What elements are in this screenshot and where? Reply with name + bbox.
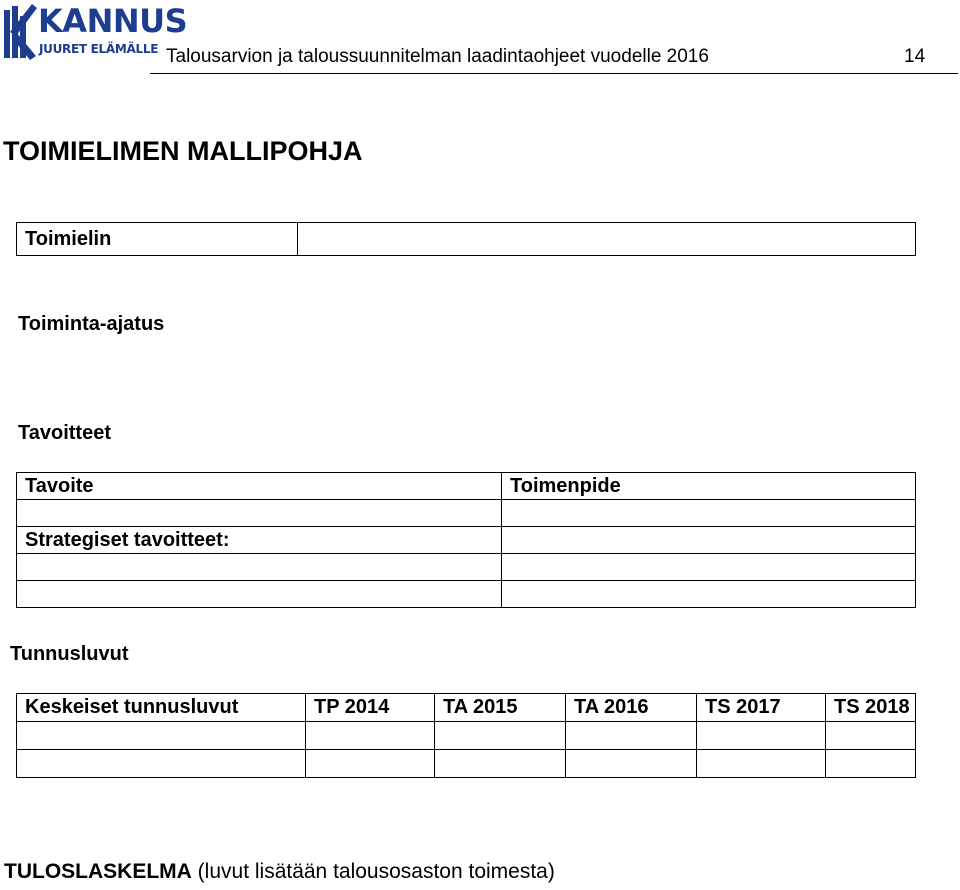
table-row [17, 473, 916, 500]
logo-wordmark: KANNUS [38, 2, 188, 40]
table-cell[interactable] [826, 722, 916, 750]
column-header-ta2015: TA 2015 [435, 694, 566, 722]
tuloslaskelma-heading [4, 860, 555, 884]
column-header-ta2016: TA 2016 [566, 694, 697, 722]
table-cell[interactable] [697, 750, 826, 778]
table-row [17, 527, 916, 554]
table-cell[interactable] [17, 750, 306, 778]
table-cell[interactable] [502, 527, 916, 554]
table-row [17, 500, 916, 527]
tunnusluvut-heading: Tunnusluvut [10, 643, 129, 665]
strategic-goals-label: Strategiset tavoitteet: [17, 527, 502, 554]
table-cell[interactable] [17, 581, 502, 608]
table-cell[interactable] [17, 554, 502, 581]
table-row [17, 750, 916, 778]
logo-emblem-icon [2, 2, 38, 62]
header-divider [150, 73, 958, 74]
document-title: Talousarvion ja taloussuunnitelman laadintaohjeet vuodelle 2016 [166, 46, 709, 67]
table-row [17, 223, 916, 256]
table-cell[interactable] [566, 750, 697, 778]
toimielin-table [16, 222, 916, 256]
table-cell[interactable] [435, 722, 566, 750]
table-cell[interactable] [502, 581, 916, 608]
column-header-ts2017: TS 2017 [697, 694, 826, 722]
table-cell[interactable] [502, 500, 916, 527]
table-row [17, 722, 916, 750]
table-cell[interactable] [17, 722, 306, 750]
column-header-action: Toimenpide [502, 473, 916, 500]
toiminta-ajatus-label: Toiminta-ajatus [18, 313, 165, 335]
table-cell[interactable] [306, 750, 435, 778]
page-number: 14 [904, 46, 926, 67]
table-row [17, 554, 916, 581]
table-cell[interactable] [435, 750, 566, 778]
table-cell[interactable] [502, 554, 916, 581]
column-header-tp2014: TP 2014 [306, 694, 435, 722]
tuloslaskelma-note: (luvut lisätään talousosaston toimesta) [197, 860, 555, 883]
toimielin-value-field[interactable] [298, 223, 916, 256]
table-row [17, 694, 916, 722]
logo-slogan: JUURET ELÄMÄLLE [39, 42, 159, 56]
kannus-logo [2, 2, 188, 62]
kpi-table [16, 693, 916, 778]
goals-table [16, 472, 916, 608]
table-cell[interactable] [826, 750, 916, 778]
table-cell[interactable] [566, 722, 697, 750]
page-heading: TOIMIELIMEN MALLIPOHJA [3, 136, 363, 166]
column-header-ts2018: TS 2018 [826, 694, 916, 722]
table-row [17, 581, 916, 608]
tavoitteet-heading: Tavoitteet [18, 422, 111, 444]
tuloslaskelma-title: TULOSLASKELMA [4, 860, 192, 883]
column-header-goal: Tavoite [17, 473, 502, 500]
column-header-kpi: Keskeiset tunnusluvut [17, 694, 306, 722]
table-cell[interactable] [17, 500, 502, 527]
toimielin-label: Toimielin [17, 223, 298, 256]
table-cell[interactable] [697, 722, 826, 750]
table-cell[interactable] [306, 722, 435, 750]
